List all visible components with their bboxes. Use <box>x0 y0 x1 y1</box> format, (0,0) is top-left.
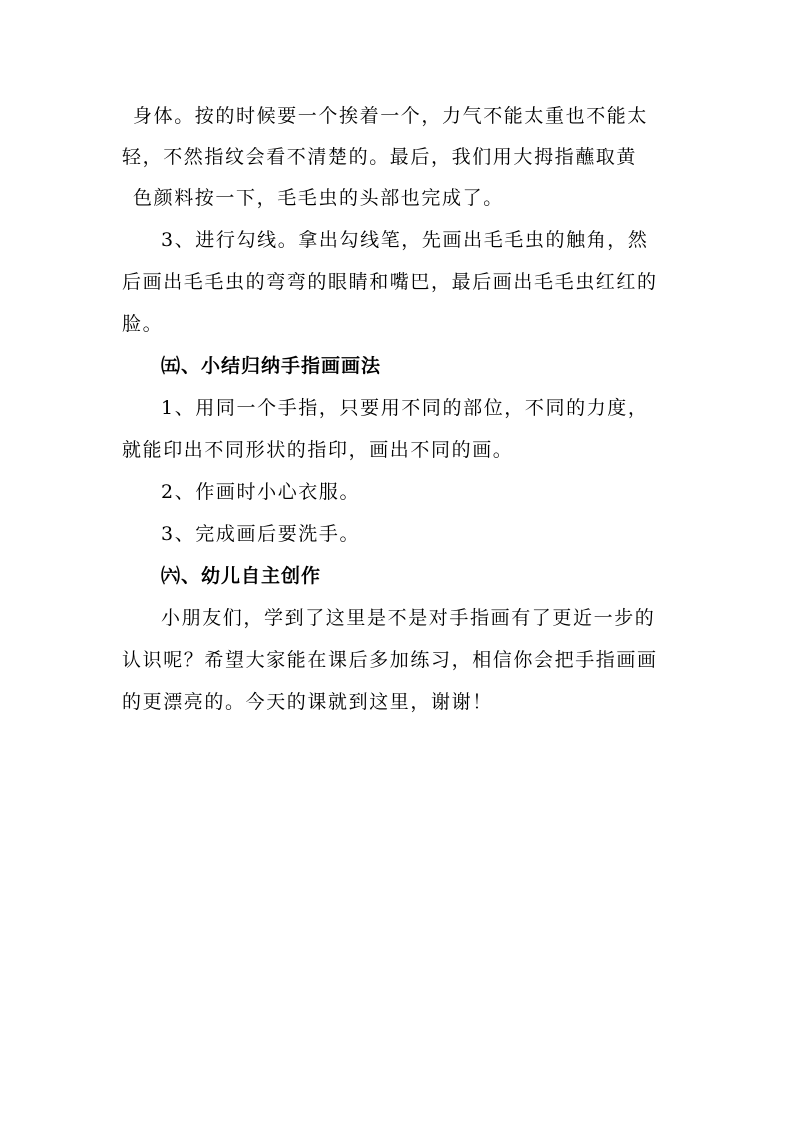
para2-line2: 后画出毛毛虫的弯弯的眼睛和嘴巴，最后画出毛毛虫红红的 <box>122 271 658 293</box>
closing-line1: 小朋友们，学到了这里是不是对手指画有了更近一步的 <box>161 607 656 629</box>
closing-line3: 的更漂亮的。今天的课就到这里，谢谢！ <box>122 691 493 713</box>
item2: 2、作画时小心衣服。 <box>161 481 361 503</box>
para1-line2: 轻，不然指纹会看不清楚的。最后，我们用大拇指蘸取黄 <box>122 146 638 168</box>
para1-line1: 身体。按的时候要一个挨着一个，力气不能太重也不能太 <box>133 105 649 127</box>
para2-line1: 3、进行勾线。拿出勾线笔，先画出毛毛虫的触角，然 <box>161 229 649 251</box>
section-heading-5: ㈤、小结归纳手指画画法 <box>161 355 382 377</box>
section-heading-6: ㈥、幼儿自主创作 <box>161 565 322 587</box>
item1-line1: 1、用同一个手指，只要用不同的部位，不同的力度， <box>161 397 649 419</box>
para1-line3: 色颜料按一下，毛毛虫的头部也完成了。 <box>133 187 504 209</box>
item1-line2: 就能印出不同形状的指印，画出不同的画。 <box>122 439 514 461</box>
para2-line3: 脸。 <box>122 313 164 335</box>
item3: 3、完成画后要洗手。 <box>161 523 361 545</box>
closing-line2: 认识呢？希望大家能在课后多加练习，相信你会把手指画画 <box>122 649 658 671</box>
